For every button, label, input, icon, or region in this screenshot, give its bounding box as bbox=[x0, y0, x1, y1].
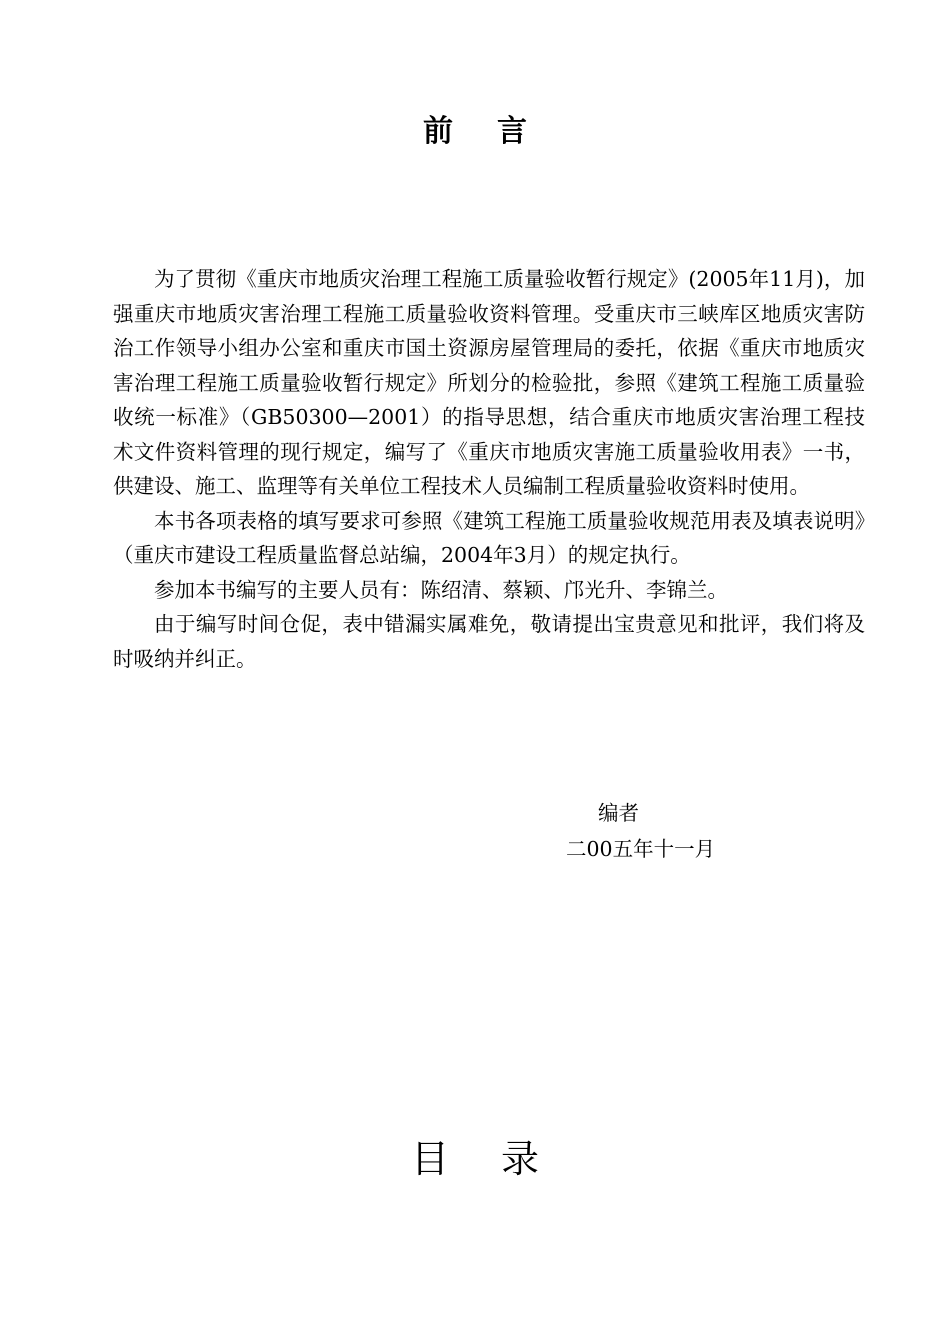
paragraph-acknowledgement: 由于编写时间仓促，表中错漏实属难免，敬请提出宝贵意见和批评，我们将及时吸纳并纠正。 bbox=[113, 612, 865, 671]
paragraph-purpose: 为了贯彻《重庆市地质灾治理工程施工质量验收暂行规定》(2005年11月)，加强重庆市地质灾害治理工程施工质量验收资料管理。受重庆市三峡库区地质灾害防治工作领导小组办公室和重庆市国土资源房屋管理局的委托，依据《重庆市地质灾害治理工程施工质量验收暂行规定》所划分的检验批，参照《建筑工程施工质量验收统一标准》（GB50300—2001）的指导思想，结合重庆市地质灾害治理工程技术文件资料管理的现行规定，编写了《重庆市地质灾害施工质量验收用表》一书，供建设、施工、监理等有关单位工程技术人员编制工程质量验收资料时使用。 bbox=[113, 267, 865, 498]
paragraph-filling-requirements: 本书各项表格的填写要求可参照《建筑工程施工质量验收规范用表及填表说明》（重庆市建设工程质量监督总站编，2004年3月）的规定执行。 bbox=[113, 508, 865, 567]
date: 二00五年十一月 bbox=[566, 837, 716, 861]
paragraph-authors: 参加本书编写的主要人员有：陈绍清、蔡颖、邝光升、李锦兰。 bbox=[154, 577, 728, 602]
preface-body bbox=[113, 262, 865, 676]
toc-title: 目录 bbox=[410, 1137, 591, 1181]
page-title: 前言 bbox=[423, 114, 571, 149]
signature: 编者 bbox=[598, 801, 639, 825]
